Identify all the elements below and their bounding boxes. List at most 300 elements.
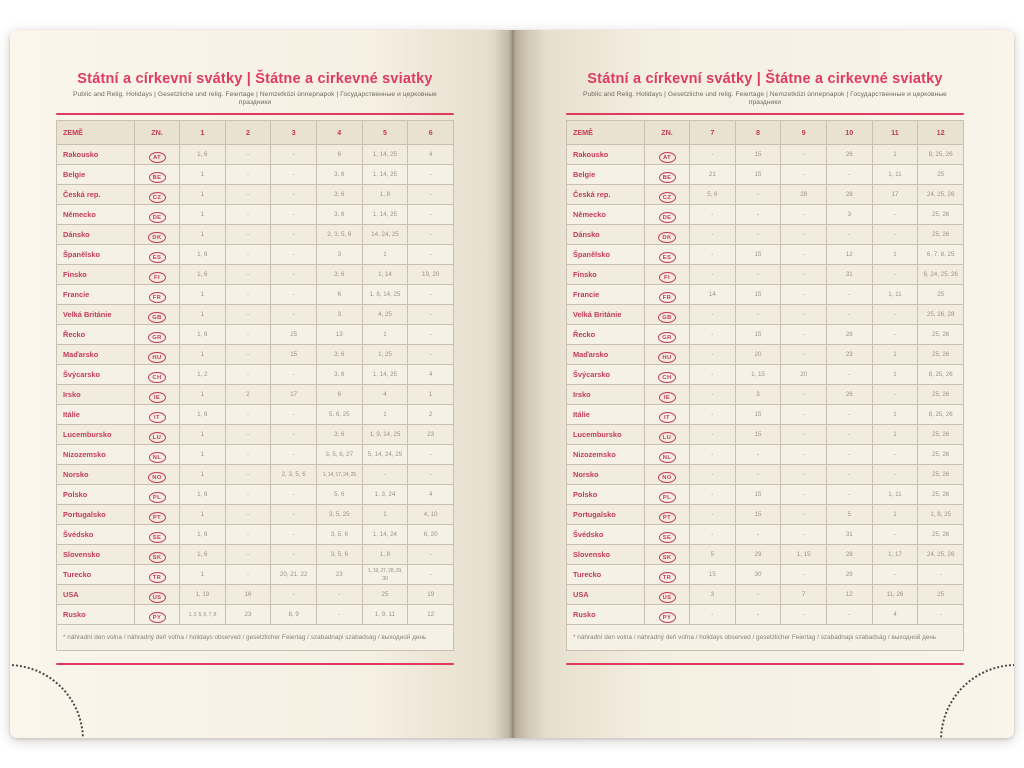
country-cell: Slovensko xyxy=(57,545,135,565)
holiday-days-cell: 11, 26 xyxy=(872,585,918,605)
country-code-badge: TR xyxy=(149,572,166,583)
holiday-days-cell: - xyxy=(872,525,918,545)
holiday-days-cell: 12 xyxy=(408,605,454,625)
table-row xyxy=(57,285,454,305)
country-code-badge: IE xyxy=(149,392,166,403)
code-cell xyxy=(645,145,690,165)
code-cell xyxy=(645,485,690,505)
holiday-days-cell: - xyxy=(781,145,827,165)
country-cell: Švýcarsko xyxy=(567,365,645,385)
country-code-badge: LU xyxy=(659,432,676,443)
holiday-days-cell: 1 xyxy=(872,365,918,385)
code-cell xyxy=(135,285,180,305)
holiday-days-cell: 25, 26 xyxy=(918,205,964,225)
column-header: 1 xyxy=(180,121,226,145)
column-header: 5 xyxy=(362,121,408,145)
table-row xyxy=(567,525,964,545)
holiday-days-cell: 25 xyxy=(362,585,408,605)
holiday-days-cell: 1, 14 xyxy=(362,265,408,285)
country-code-badge: BE xyxy=(659,172,676,183)
holiday-days-cell: - xyxy=(690,605,736,625)
code-cell xyxy=(645,385,690,405)
code-cell xyxy=(645,505,690,525)
holiday-days-cell: - xyxy=(781,525,827,545)
country-cell: Lucembursko xyxy=(567,425,645,445)
table-row xyxy=(57,585,454,605)
holiday-days-cell: 3, 6 xyxy=(316,165,362,185)
country-code-badge: GR xyxy=(148,332,166,343)
country-cell: Turecko xyxy=(567,565,645,585)
holiday-days-cell: - xyxy=(735,465,781,485)
holiday-days-cell: 20 xyxy=(735,345,781,365)
table-row xyxy=(567,225,964,245)
holiday-days-cell: - xyxy=(271,585,317,605)
holiday-days-cell: 6, 7, 8, 25 xyxy=(918,245,964,265)
holiday-days-cell: 1 xyxy=(872,245,918,265)
holiday-days-cell: 8, 9 xyxy=(271,605,317,625)
country-cell: Německo xyxy=(567,205,645,225)
country-cell: Francie xyxy=(57,285,135,305)
holiday-days-cell: - xyxy=(781,305,827,325)
holiday-days-cell: 15 xyxy=(735,405,781,425)
holiday-days-cell: - xyxy=(872,305,918,325)
code-cell xyxy=(645,565,690,585)
holiday-days-cell: - xyxy=(781,465,827,485)
code-cell xyxy=(135,145,180,165)
table-row xyxy=(567,385,964,405)
table-row xyxy=(567,325,964,345)
holiday-days-cell: - xyxy=(781,245,827,265)
holiday-days-cell: - xyxy=(408,325,454,345)
holiday-days-cell: - xyxy=(781,345,827,365)
country-cell: Portugalsko xyxy=(567,505,645,525)
holiday-days-cell: 3, 6 xyxy=(316,265,362,285)
holiday-days-cell: 16 xyxy=(225,585,271,605)
holiday-days-cell: - xyxy=(826,405,872,425)
holiday-days-cell: 1, 14, 25 xyxy=(362,165,408,185)
holiday-days-cell: 1, 15 xyxy=(781,545,827,565)
holiday-days-cell: - xyxy=(408,285,454,305)
holiday-days-cell: 15 xyxy=(735,245,781,265)
holiday-days-cell: 1, 6 xyxy=(180,545,226,565)
holiday-days-cell: - xyxy=(225,505,271,525)
holiday-days-cell: 23 xyxy=(408,425,454,445)
country-cell: Švédsko xyxy=(57,525,135,545)
country-code-badge: PL xyxy=(659,492,676,503)
holiday-days-cell: 1 xyxy=(180,425,226,445)
holiday-days-cell: 23 xyxy=(826,345,872,365)
holiday-days-cell: 3, 5, 6 xyxy=(316,525,362,545)
holiday-days-cell: - xyxy=(225,485,271,505)
holiday-days-cell: - xyxy=(690,405,736,425)
country-code-badge: AT xyxy=(659,152,676,163)
holiday-days-cell: - xyxy=(271,485,317,505)
holiday-days-cell: - xyxy=(781,285,827,305)
code-cell xyxy=(135,325,180,345)
table-row xyxy=(57,145,454,165)
country-code-badge: TR xyxy=(659,572,676,583)
holiday-days-cell: - xyxy=(781,165,827,185)
holidays-table-months-1-6 xyxy=(56,120,454,651)
country-cell: Irsko xyxy=(57,385,135,405)
holiday-days-cell: - xyxy=(872,325,918,345)
holiday-days-cell: 1 xyxy=(180,465,226,485)
holiday-days-cell: - xyxy=(826,305,872,325)
holiday-days-cell: 8, 25, 26 xyxy=(918,405,964,425)
holiday-days-cell: - xyxy=(271,205,317,225)
holiday-days-cell: - xyxy=(690,345,736,365)
code-cell xyxy=(135,205,180,225)
holiday-days-cell: 1, 9, 14, 25 xyxy=(362,425,408,445)
holiday-days-cell: - xyxy=(408,165,454,185)
code-cell xyxy=(135,345,180,365)
country-cell: Česká rep. xyxy=(57,185,135,205)
column-header: ZEMĚ xyxy=(567,121,645,145)
holiday-days-cell: 6, 24, 25, 26 xyxy=(918,265,964,285)
holiday-days-cell: - xyxy=(225,405,271,425)
holiday-days-cell: - xyxy=(781,325,827,345)
country-code-badge: SK xyxy=(659,552,676,563)
holiday-days-cell: - xyxy=(225,525,271,545)
code-cell xyxy=(645,285,690,305)
table-row xyxy=(567,405,964,425)
holiday-days-cell: 17 xyxy=(872,185,918,205)
holiday-days-cell: - xyxy=(408,345,454,365)
holiday-days-cell: 26 xyxy=(826,145,872,165)
country-code-badge: US xyxy=(149,592,166,603)
country-code-badge: IE xyxy=(659,392,676,403)
country-cell: USA xyxy=(567,585,645,605)
holiday-days-cell: 1 xyxy=(180,385,226,405)
holiday-days-cell: 31 xyxy=(826,265,872,285)
holiday-days-cell: 15 xyxy=(271,345,317,365)
holiday-days-cell: 23 xyxy=(316,565,362,585)
code-cell xyxy=(645,525,690,545)
holiday-days-cell: 4 xyxy=(408,485,454,505)
table-row xyxy=(567,565,964,585)
code-cell xyxy=(645,605,690,625)
table-row xyxy=(57,265,454,285)
code-cell xyxy=(645,265,690,285)
country-code-badge: IT xyxy=(149,412,166,423)
country-cell: Dánsko xyxy=(57,225,135,245)
holiday-days-cell: 4 xyxy=(408,145,454,165)
holiday-days-cell: 14, 24, 25 xyxy=(362,225,408,245)
code-cell xyxy=(135,425,180,445)
holiday-days-cell: 3, 6 xyxy=(316,345,362,365)
code-cell xyxy=(135,485,180,505)
column-header: ZEMĚ xyxy=(57,121,135,145)
country-code-badge: DE xyxy=(659,212,676,223)
holiday-days-cell: 5 xyxy=(826,505,872,525)
country-cell: Maďarsko xyxy=(57,345,135,365)
country-code-badge: PY xyxy=(149,612,166,623)
holiday-days-cell: - xyxy=(918,605,964,625)
country-cell: Belgie xyxy=(567,165,645,185)
holiday-days-cell: 6 xyxy=(316,285,362,305)
country-cell: Nizozemsko xyxy=(567,445,645,465)
code-cell xyxy=(645,345,690,365)
holidays-table-months-7-12 xyxy=(566,120,964,651)
column-header: ZN. xyxy=(135,121,180,145)
holiday-days-cell: 26 xyxy=(826,385,872,405)
country-code-badge: CZ xyxy=(149,192,166,203)
holiday-days-cell: 6, 20 xyxy=(408,525,454,545)
holiday-days-cell: - xyxy=(735,605,781,625)
country-cell: Portugalsko xyxy=(57,505,135,525)
holiday-days-cell: 25, 26 xyxy=(918,525,964,545)
holiday-days-cell: 3 xyxy=(735,385,781,405)
holiday-days-cell: - xyxy=(872,225,918,245)
holiday-days-cell: 31 xyxy=(826,525,872,545)
holiday-days-cell: 1, 17 xyxy=(872,545,918,565)
country-code-badge: PL xyxy=(149,492,166,503)
code-cell xyxy=(135,465,180,485)
holiday-days-cell: - xyxy=(918,565,964,585)
country-cell: Španělsko xyxy=(567,245,645,265)
holiday-days-cell: 1, 6 xyxy=(180,265,226,285)
holiday-days-cell: - xyxy=(690,465,736,485)
country-cell: USA xyxy=(57,585,135,605)
country-code-badge: GB xyxy=(658,312,676,323)
holiday-days-cell: - xyxy=(781,605,827,625)
holiday-days-cell: 1, 14, 25 xyxy=(362,145,408,165)
code-cell xyxy=(135,225,180,245)
holiday-days-cell: - xyxy=(690,325,736,345)
holiday-days-cell: - xyxy=(271,245,317,265)
code-cell xyxy=(135,245,180,265)
code-cell xyxy=(645,445,690,465)
table-row xyxy=(57,545,454,565)
country-cell: Lucembursko xyxy=(57,425,135,445)
holiday-days-cell: - xyxy=(225,425,271,445)
holiday-days-cell: 28 xyxy=(826,545,872,565)
holiday-days-cell: 1, 6 xyxy=(180,485,226,505)
country-code-badge: DK xyxy=(658,232,675,243)
country-cell: Řecko xyxy=(567,325,645,345)
country-code-badge: ES xyxy=(659,252,676,263)
table-header-row xyxy=(567,121,964,145)
code-cell xyxy=(135,185,180,205)
table-row xyxy=(567,485,964,505)
holiday-days-cell: - xyxy=(225,245,271,265)
holiday-days-cell: 1, 11 xyxy=(872,285,918,305)
holiday-days-cell: - xyxy=(225,445,271,465)
holiday-days-cell: - xyxy=(735,525,781,545)
holiday-days-cell: 2 xyxy=(408,405,454,425)
code-cell xyxy=(135,405,180,425)
holiday-days-cell: - xyxy=(826,465,872,485)
country-cell: Itálie xyxy=(57,405,135,425)
holiday-days-cell: - xyxy=(271,405,317,425)
table-row xyxy=(567,465,964,485)
holiday-days-cell: 1 xyxy=(180,225,226,245)
page-right xyxy=(512,30,1014,738)
holiday-days-cell: - xyxy=(408,565,454,585)
country-cell: Turecko xyxy=(57,565,135,585)
holiday-days-cell: 25 xyxy=(271,325,317,345)
holiday-days-cell: - xyxy=(362,465,408,485)
holiday-days-cell: 29 xyxy=(735,545,781,565)
table-row xyxy=(57,225,454,245)
table-row xyxy=(57,525,454,545)
code-cell xyxy=(135,165,180,185)
holiday-days-cell: 25, 26, 28 xyxy=(918,305,964,325)
holiday-days-cell: - xyxy=(316,585,362,605)
table-row xyxy=(567,345,964,365)
holiday-days-cell: 1 xyxy=(872,425,918,445)
page-left xyxy=(10,30,512,738)
code-cell xyxy=(645,365,690,385)
holiday-days-cell: - xyxy=(781,265,827,285)
holiday-days-cell: - xyxy=(225,165,271,185)
country-cell: Belgie xyxy=(57,165,135,185)
country-cell: Německo xyxy=(57,205,135,225)
table-row xyxy=(57,245,454,265)
holiday-days-cell: - xyxy=(826,365,872,385)
holiday-days-cell: 12 xyxy=(826,585,872,605)
column-header: 7 xyxy=(690,121,736,145)
column-header: 6 xyxy=(408,121,454,145)
holiday-days-cell: 1 xyxy=(362,325,408,345)
country-cell: Švédsko xyxy=(567,525,645,545)
country-code-badge: BE xyxy=(149,172,166,183)
holiday-days-cell: 3 xyxy=(316,305,362,325)
code-cell xyxy=(135,305,180,325)
holiday-days-cell: 1, 6 xyxy=(180,325,226,345)
country-code-badge: DE xyxy=(149,212,166,223)
column-header: 9 xyxy=(781,121,827,145)
holiday-days-cell: 3 xyxy=(690,585,736,605)
holiday-days-cell: 5, 6 xyxy=(316,485,362,505)
holiday-days-cell: - xyxy=(225,225,271,245)
holiday-days-cell: - xyxy=(781,225,827,245)
country-cell: Norsko xyxy=(567,465,645,485)
table-row xyxy=(57,345,454,365)
holiday-days-cell: 1 xyxy=(872,405,918,425)
holiday-days-cell: 1 xyxy=(872,345,918,365)
holiday-days-cell: - xyxy=(225,345,271,365)
holiday-days-cell: - xyxy=(408,465,454,485)
country-code-badge: AT xyxy=(149,152,166,163)
country-cell: Rusko xyxy=(57,605,135,625)
table-row xyxy=(567,205,964,225)
holiday-days-cell: - xyxy=(271,445,317,465)
holiday-days-cell: 15 xyxy=(735,425,781,445)
holiday-days-cell: - xyxy=(826,445,872,465)
holiday-days-cell: - xyxy=(781,485,827,505)
holiday-days-cell: - xyxy=(781,505,827,525)
holiday-days-cell: 8, 25, 26 xyxy=(918,145,964,165)
country-cell: Rakousko xyxy=(57,145,135,165)
holiday-days-cell: 1, 6 xyxy=(180,405,226,425)
country-cell: Řecko xyxy=(57,325,135,345)
country-cell: Rusko xyxy=(567,605,645,625)
holiday-days-cell: 6 xyxy=(316,385,362,405)
code-cell xyxy=(645,245,690,265)
holiday-days-cell: - xyxy=(781,565,827,585)
holiday-days-cell: 1 xyxy=(362,505,408,525)
holiday-days-cell: - xyxy=(690,425,736,445)
country-code-badge: NL xyxy=(659,452,676,463)
holiday-days-cell: 1 xyxy=(180,505,226,525)
holiday-days-cell: - xyxy=(271,145,317,165)
holiday-days-cell: - xyxy=(781,205,827,225)
holiday-days-cell: 1, 6 xyxy=(180,145,226,165)
code-cell xyxy=(645,165,690,185)
page-title: Státní a církevní svátky | Štátne a cirkevné sviatky xyxy=(587,71,943,87)
holiday-days-cell: - xyxy=(690,505,736,525)
country-code-badge: FR xyxy=(659,292,676,303)
country-cell: Irsko xyxy=(567,385,645,405)
holiday-days-cell: 15 xyxy=(735,485,781,505)
country-code-badge: HU xyxy=(658,352,675,363)
holiday-days-cell: 5, 6 xyxy=(690,185,736,205)
holiday-days-cell: - xyxy=(690,365,736,385)
holiday-days-cell: 1 xyxy=(362,245,408,265)
page-left-content xyxy=(56,30,454,665)
holiday-days-cell: - xyxy=(408,305,454,325)
holiday-days-cell: 14 xyxy=(690,285,736,305)
column-header: 4 xyxy=(316,121,362,145)
holiday-days-cell: - xyxy=(690,245,736,265)
table-row xyxy=(567,365,964,385)
holiday-days-cell: - xyxy=(826,165,872,185)
holiday-days-cell: - xyxy=(408,185,454,205)
holiday-days-cell: 13 xyxy=(316,325,362,345)
holiday-days-cell: 1, 2, 5, 6, 7, 8 xyxy=(180,605,226,625)
page-title: Státní a církevní svátky | Štátne a cirkevné sviatky xyxy=(77,71,433,87)
holiday-days-cell: - xyxy=(271,365,317,385)
holiday-days-cell: 17 xyxy=(271,385,317,405)
table-row xyxy=(567,585,964,605)
code-cell xyxy=(135,585,180,605)
holiday-days-cell: 4 xyxy=(362,385,408,405)
page-right-content xyxy=(566,30,964,665)
code-cell xyxy=(645,585,690,605)
holiday-days-cell: - xyxy=(872,445,918,465)
code-cell xyxy=(135,365,180,385)
holiday-days-cell: - xyxy=(225,465,271,485)
tear-off-perforation-right xyxy=(940,664,1014,738)
country-cell: Polsko xyxy=(567,485,645,505)
holiday-days-cell: - xyxy=(271,285,317,305)
country-code-badge: SK xyxy=(149,552,166,563)
holiday-days-cell: 5 xyxy=(690,545,736,565)
holiday-days-cell: - xyxy=(735,225,781,245)
holiday-days-cell: 1, 15 xyxy=(735,365,781,385)
holiday-days-cell: - xyxy=(735,185,781,205)
holiday-days-cell: 4, 25 xyxy=(362,305,408,325)
country-cell: Finsko xyxy=(57,265,135,285)
holiday-days-cell: 5, 6, 25 xyxy=(316,405,362,425)
diary-spread xyxy=(10,30,1014,738)
holiday-days-cell: - xyxy=(781,445,827,465)
table-row xyxy=(57,605,454,625)
holiday-days-cell: - xyxy=(271,185,317,205)
holiday-days-cell: - xyxy=(225,205,271,225)
holiday-days-cell: 1 xyxy=(180,565,226,585)
code-cell xyxy=(135,265,180,285)
holiday-days-cell: 3, 5, 6 xyxy=(316,545,362,565)
holiday-days-cell: - xyxy=(735,305,781,325)
holiday-days-cell: 1 xyxy=(362,405,408,425)
code-cell xyxy=(135,565,180,585)
country-code-badge: FR xyxy=(149,292,166,303)
holiday-days-cell: - xyxy=(408,225,454,245)
holiday-days-cell: - xyxy=(872,565,918,585)
holiday-days-cell: 15 xyxy=(735,145,781,165)
